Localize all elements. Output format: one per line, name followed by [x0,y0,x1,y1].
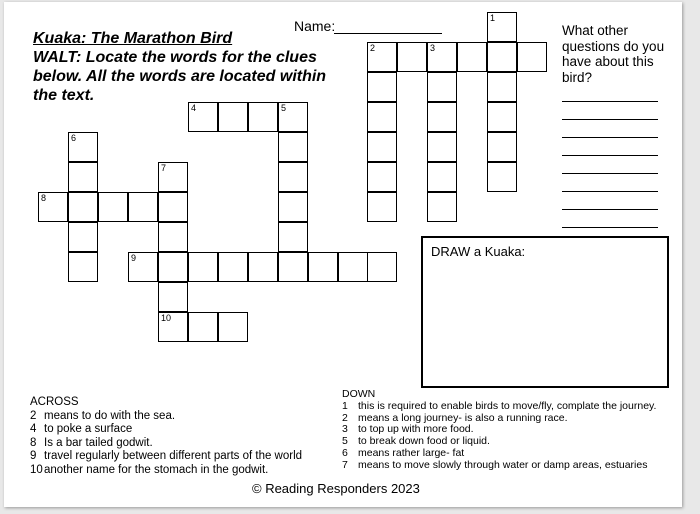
crossword-cell[interactable] [68,132,98,162]
clue-text: means to do with the sea. [44,409,176,422]
crossword-cell[interactable] [158,222,188,252]
answer-line[interactable] [562,191,658,192]
clue-text: means a long journey- is also a running race. [358,411,568,424]
crossword-cell[interactable] [278,102,308,132]
clue-text: Is a bar tailed godwit. [44,436,153,449]
crossword-cell[interactable] [278,252,308,282]
clue-row [30,410,302,424]
crossword-cell[interactable] [278,162,308,192]
answer-line[interactable] [562,173,658,174]
crossword-cell[interactable] [128,252,158,282]
clue-number-label: 2 [370,43,376,53]
clue-number: 10 [30,463,43,476]
crossword-cell[interactable] [367,102,397,132]
crossword-cell[interactable] [427,132,457,162]
crossword-cell[interactable] [188,312,218,342]
crossword-cell[interactable] [427,72,457,102]
clue-row [30,437,302,451]
crossword-cell[interactable] [278,132,308,162]
crossword-cell[interactable] [457,42,487,72]
name-field[interactable] [334,33,442,34]
crossword-cell[interactable] [397,42,427,72]
crossword-cell[interactable] [158,162,188,192]
crossword-cell[interactable] [367,72,397,102]
clue-number-label: 3 [430,43,436,53]
answer-line[interactable] [562,101,658,102]
clue-number-label: 7 [161,163,167,173]
crossword-cell[interactable] [367,252,397,282]
clue-text: travel regularly between different parts of the world [44,450,303,462]
crossword-cell[interactable] [68,192,98,222]
crossword-cell[interactable] [308,252,338,282]
crossword-cell[interactable] [517,42,547,72]
clue-number: 8 [30,436,37,449]
clue-text: to top up with more food. [358,423,474,436]
clue-number-label: 1 [490,13,496,23]
crossword-cell[interactable] [158,252,188,282]
clue-text: to break down food or liquid. [358,435,490,448]
clue-number: 6 [342,446,348,459]
crossword-cell[interactable] [68,222,98,252]
clue-number-label: 4 [191,103,197,113]
drawing-label: DRAW a Kuaka: [431,244,526,259]
crossword-cell[interactable] [128,192,158,222]
crossword-cell[interactable] [427,162,457,192]
crossword-cell[interactable] [427,102,457,132]
clue-number-label: 10 [161,313,172,323]
questions-prompt: What other questions do you have about this bird? [562,23,665,85]
crossword-cell[interactable] [218,102,248,132]
crossword-cell[interactable] [68,162,98,192]
down-clues [342,389,656,472]
crossword-cell[interactable] [218,252,248,282]
clue-row [30,423,302,437]
crossword-cell[interactable] [248,102,278,132]
copyright-footer: © Reading Responders 2023 [252,481,420,496]
worksheet-page [4,2,682,507]
crossword-cell[interactable] [487,162,517,192]
clue-number: 1 [342,399,348,412]
crossword-cell[interactable] [188,102,218,132]
answer-line[interactable] [562,155,658,156]
crossword-cell[interactable] [218,312,248,342]
crossword-cell[interactable] [427,192,457,222]
clue-number-label: 9 [131,253,137,263]
crossword-cell[interactable] [487,12,517,42]
clue-number: 2 [342,411,348,424]
crossword-cell[interactable] [158,282,188,312]
clue-number: 7 [342,458,348,471]
answer-line[interactable] [562,119,658,120]
clue-number: 4 [30,423,37,435]
crossword-cell[interactable] [158,312,188,342]
clue-number: 5 [342,435,348,448]
crossword-cell[interactable] [367,192,397,222]
crossword-cell[interactable] [487,42,517,72]
clue-number: 9 [30,450,37,462]
clue-number: 3 [342,423,348,436]
clue-text: means rather large- fat [358,446,465,459]
title-block [33,29,333,105]
crossword-cell[interactable] [98,192,128,222]
clue-text: to poke a surface [44,423,133,435]
clue-number-label: 6 [71,133,77,143]
crossword-cell[interactable] [158,192,188,222]
across-heading: ACROSS [30,396,79,408]
answer-line[interactable] [562,227,658,228]
across-clues [30,396,302,477]
crossword-cell[interactable] [278,192,308,222]
crossword-cell[interactable] [278,222,308,252]
crossword-cell[interactable] [427,42,457,72]
clue-row [30,464,302,478]
down-heading: DOWN [342,388,376,400]
crossword-cell[interactable] [487,132,517,162]
clue-number-label: 5 [281,103,287,113]
clue-row [342,460,656,472]
crossword-cell[interactable] [188,252,218,282]
clue-number-label: 8 [41,193,47,203]
crossword-cell[interactable] [338,252,368,282]
crossword-cell[interactable] [68,252,98,282]
drawing-area[interactable] [421,236,669,388]
clue-row [30,450,302,464]
clue-text: another name for the stomach in the godwit. [44,463,269,476]
clue-text: this is required to enable birds to move/fly, complate the journey. [358,399,657,412]
crossword-cell[interactable] [487,72,517,102]
crossword-cell[interactable] [38,192,68,222]
crossword-cell[interactable] [367,42,397,72]
crossword-cell[interactable] [367,132,397,162]
answer-line[interactable] [562,137,658,138]
walt-instruction: WALT: Locate the words for the clues below. All the words are located within the text. [33,49,327,104]
name-label: Name: [294,18,336,34]
answer-line[interactable] [562,209,658,210]
crossword-cell[interactable] [487,102,517,132]
worksheet-title: Kuaka: The Marathon Bird [33,30,233,47]
crossword-cell[interactable] [248,252,278,282]
crossword-cell[interactable] [367,162,397,192]
clue-text: means to move slowly through water or damp areas, estuaries [358,458,648,471]
clue-number: 2 [30,409,37,422]
